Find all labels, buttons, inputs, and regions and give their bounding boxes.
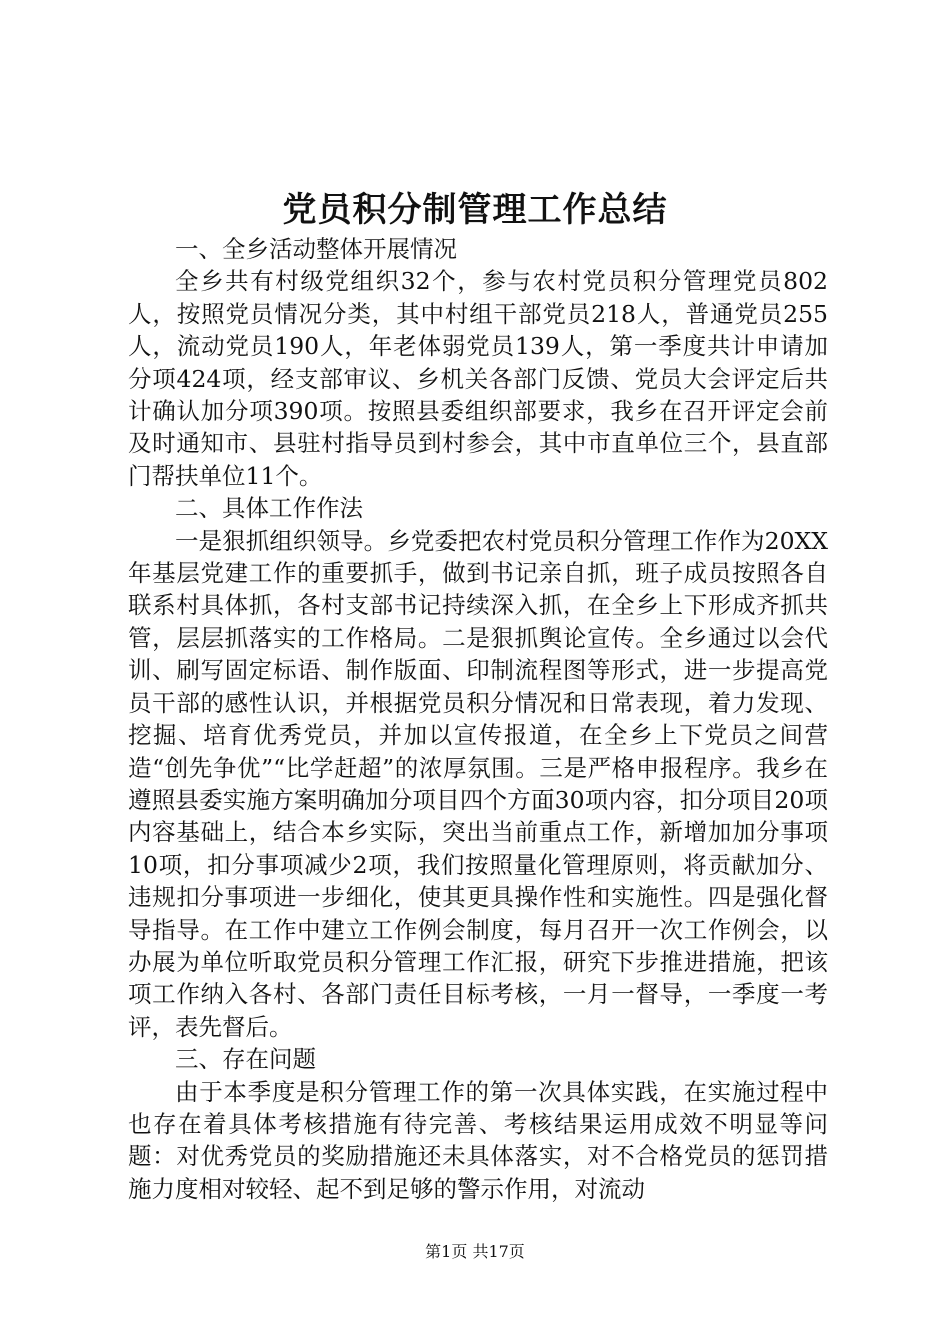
- document-title: 党员积分制管理工作总结: [282, 190, 668, 230]
- page-footer: 第1页 共17页: [425, 1242, 525, 1261]
- paragraph-overview: 全乡共有村级党组织32个，参与农村党员积分管理党员802人，按照党员情况分类，其中村组干部党员218人，普通党员255人，流动党员190人，年老体弱党员139人，第一季度共计申请加分项424项，经支部审议、乡机关各部门反馈、党员大会评定后共计确认加分项390项。按照县委组织部要求，我乡在召开评定会前及时通知市、县驻村指导员到村参会，其中市直单位三个，县直部门帮扶单位11个。: [128, 267, 828, 490]
- paragraph-methods: 一是狠抓组织领导。乡党委把农村党员积分管理工作作为20XX年基层党建工作的重要抓手，做到书记亲自抓，班子成员按照各自联系村具体抓，各村支部书记持续深入抓，在全乡上下形成齐抓共管，层层抓落实的工作格局。二是狠抓舆论宣传。全乡通过以会代训、刷写固定标语、制作版面、印制流程图等形式，进一步提高党员干部的感性认识，并根据党员积分情况和日常表现，着力发现、挖掘、培育优秀党员，并加以宣传报道，在全乡上下党员之间营造“创先争优”“比学赶超”的浓厚氛围。三是严格申报程序。我乡在遵照县委实施方案明确加分项目四个方面30项内容，扣分项目20项内容基础上，结合本乡实际，突出当前重点工作，新增加加分事项10项，扣分事项减少2项，我们按照量化管理原则，将贡献加分、违规扣分事项进一步细化，使其更具操作性和实施性。四是强化督导指导。在工作中建立工作例会制度，每月召开一次工作例会，以办展为单位听取党员积分管理工作汇报，研究下步推进措施，把该项工作纳入各村、各部门责任目标考核，一月一督导，一季度一考评，表先督后。: [128, 526, 828, 1041]
- section-heading-2: 二、具体工作作法: [175, 494, 363, 523]
- section-heading-1: 一、全乡活动整体开展情况: [175, 235, 457, 263]
- section-heading-3: 三、存在问题: [175, 1045, 316, 1074]
- paragraph-problems: 由于本季度是积分管理工作的第一次具体实践，在实施过程中也存在着具体考核措施有待完善、考核结果运用成效不明显等问题：对优秀党员的奖励措施还未具体落实，对不合格党员的惩罚措施力度相对较轻、起不到足够的警示作用，对流动: [128, 1077, 828, 1203]
- document-body: [128, 233, 828, 1205]
